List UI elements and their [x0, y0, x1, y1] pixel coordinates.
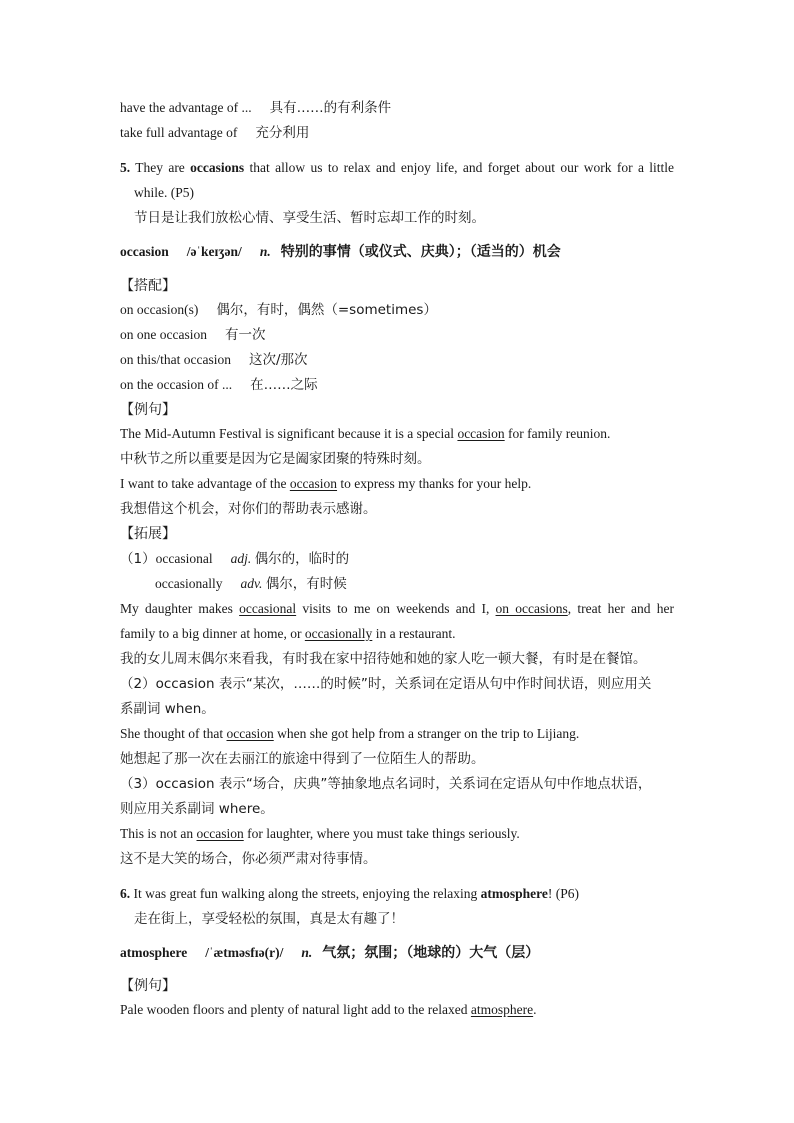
extension-example [120, 600, 674, 618]
item-number: 6. [120, 886, 131, 901]
headword: occasion [120, 244, 169, 259]
meaning: 气氛；氛围；（地球的）大气（层） [322, 945, 540, 961]
collocation-cn: 偶尔，有时，偶然（=sometimes） [216, 302, 437, 318]
extension-note: （3）occasion 表示“场合，庆典”等抽象地点名词时，关系词在定语从句中作地点状语， [120, 776, 652, 792]
item5-sentence-cont [134, 184, 194, 202]
phrase-line [120, 99, 391, 117]
sentence-part: in a restaurant. [372, 626, 456, 641]
sentence-part: She thought of that [120, 726, 227, 741]
sentence-part: Pale wooden floors and plenty of natural light add to the relaxed [120, 1002, 471, 1017]
extension-note: （2）occasion 表示“某次，……的时候”时，关系词在定语从句中作时间状语，则应用关 [120, 676, 652, 692]
sentence-part: The Mid-Autumn Festival is significant because it is a special [120, 426, 458, 441]
collocation-en: on the occasion of ... [120, 377, 233, 392]
sentence-part: ! (P6) [547, 886, 580, 901]
sentence-part: to express my thanks for your help. [337, 476, 532, 491]
extension-meaning: 偶尔的，临时的 [254, 551, 350, 567]
extension-meaning: 偶尔，有时候 [265, 576, 347, 592]
sentence-part: for family reunion. [504, 426, 611, 441]
extension-word-line [120, 550, 349, 568]
extension-translation: 她想起了那一次在去丽江的旅途中得到了一位陌生人的帮助。 [120, 751, 485, 767]
keyword: occasion [196, 826, 244, 841]
extension-note-cont: 系副词 when。 [120, 701, 215, 717]
extension-translation: 我的女儿周末偶尔来看我，有时我在家中招待她和她的家人吃一顿大餐，有时是在餐馆。 [120, 651, 647, 667]
headword-occasion [120, 243, 561, 261]
sentence-part: This is not an [120, 826, 197, 841]
example-sentence [120, 1001, 537, 1019]
part-of-speech: adj. [230, 551, 252, 566]
keyword: atmosphere [470, 1002, 534, 1017]
sentence-part: visits to me on weekends and I, [296, 601, 496, 616]
meaning: 特别的事情（或仪式、庆典）；（适当的）机会 [280, 244, 561, 260]
list-number: （1） [120, 551, 156, 567]
extension-example [120, 725, 579, 743]
collocation-en: on occasion(s) [120, 302, 199, 317]
item6-translation: 走在街上，享受轻松的氛围，真是太有趣了！ [134, 911, 404, 927]
section-heading-collocations: 【搭配】 [120, 278, 176, 294]
collocation-cn: 这次/那次 [248, 352, 308, 368]
headword: atmosphere [120, 945, 188, 960]
example-sentence [120, 425, 610, 443]
keyword: occasion [289, 476, 338, 491]
item-number: 5. [120, 160, 131, 175]
extension-note-cont: 则应用关系副词 where。 [120, 801, 274, 817]
phonetic: /ˈætməsfɪə(r)/ [205, 945, 284, 960]
extension-example [120, 825, 520, 843]
sentence-part: that allow us to relax and enjoy life, and forget about our work for a little [249, 160, 675, 175]
section-heading-extension: 【拓展】 [120, 526, 176, 542]
item5-translation: 节日是让我们放松心情、享受生活、暂时忘却工作的时刻。 [134, 210, 485, 226]
item5-sentence [120, 159, 674, 177]
collocation-line [120, 326, 265, 344]
collocation-en: on one occasion [120, 327, 207, 342]
collocation-en: on this/that occasion [120, 352, 231, 367]
sentence-part: when she got help from a stranger on the trip to Lijiang. [273, 726, 580, 741]
sentence-part: while. (P5) [134, 185, 194, 200]
sentence-part: My daughter makes [120, 601, 240, 616]
part-of-speech: n. [259, 244, 271, 259]
collocation-line [120, 351, 308, 369]
extension-word: occasional [155, 551, 213, 566]
extension-translation: 这不是大笑的场合，你必须严肃对待事情。 [120, 851, 377, 867]
sentence-part: I want to take advantage of the [120, 476, 290, 491]
sentence-part: , treat her and her [567, 601, 674, 616]
keyword: occasion [226, 726, 274, 741]
keyword: atmosphere [480, 886, 548, 901]
collocation-cn: 有一次 [224, 327, 266, 343]
keyword: occasional [239, 601, 297, 616]
headword-atmosphere [120, 944, 539, 962]
extension-word: occasionally [155, 576, 223, 591]
extension-word-line [155, 575, 347, 593]
phrase-cn: 充分利用 [255, 125, 310, 141]
sentence-part: family to a big dinner at home, or [120, 626, 305, 641]
example-sentence [120, 475, 531, 493]
collocation-line [120, 301, 437, 319]
phonetic: /əˈkeɪʒən/ [186, 244, 242, 259]
part-of-speech: n. [301, 945, 313, 960]
keyword: occasion [457, 426, 505, 441]
section-heading-examples: 【例句】 [120, 402, 176, 418]
sentence-part: for laughter, where you must take things seriously. [243, 826, 520, 841]
extension-example-cont [120, 625, 456, 643]
phrase-en: take full advantage of [120, 125, 238, 140]
phrase-line [120, 124, 309, 142]
collocation-line [120, 376, 318, 394]
collocation-cn: 在……之际 [250, 377, 318, 393]
sentence-part: . [533, 1002, 537, 1017]
keyword: occasionally [304, 626, 373, 641]
section-heading-examples: 【例句】 [120, 978, 176, 994]
phrase-en: have the advantage of ... [120, 100, 252, 115]
example-translation: 中秋节之所以重要是因为它是阖家团聚的特殊时刻。 [120, 451, 431, 467]
keyword: occasions [190, 160, 245, 175]
sentence-part: It was great fun walking along the streets, enjoying the relaxing [133, 886, 478, 901]
keyword: on occasions [495, 601, 568, 616]
phrase-cn: 具有……的有利条件 [269, 100, 392, 116]
part-of-speech: adv. [240, 576, 263, 591]
sentence-part: They are [135, 160, 185, 175]
example-translation: 我想借这个机会，对你们的帮助表示感谢。 [120, 501, 377, 517]
item6-sentence [120, 885, 579, 903]
